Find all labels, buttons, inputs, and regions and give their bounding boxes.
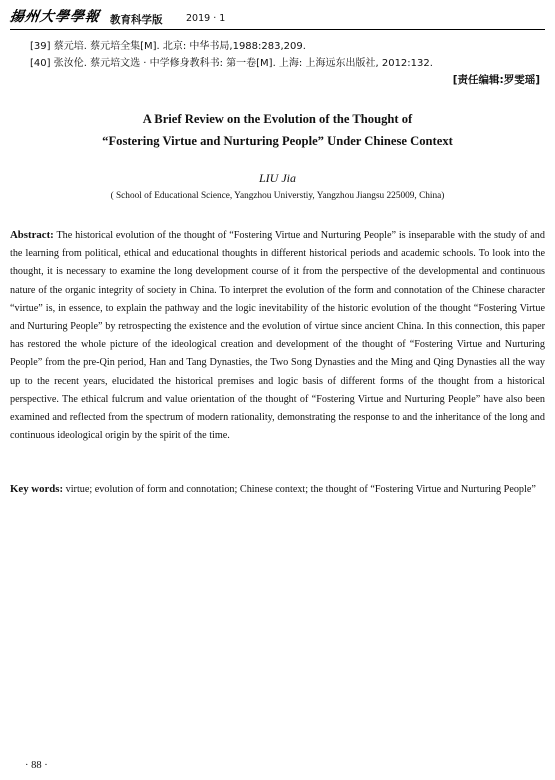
journal-logo: 揚州大學學報 [8, 9, 101, 25]
journal-header [10, 6, 545, 30]
abstract-text: The historical evolution of the thought of “Fostering Virtue and Nurturing People” is inseparable with the study of and the learning from political, ethical and educational thoughts in different historical periods and academic schools. To look into the thought, it is necessary to examine the long development course of it from the perspective of the developmental and continuous nature of the organic integrity of society in China. To interpret the evolution of the form and connotation of the Chinese character “virtue” is, in essence, to explain the pathway and the logic inevitability of the historic evolution of the thought “Fostering Virtue and Nurturing People” by retrospecting the existence and the evolution of virtue since ancient China. In this connection, this paper has restored the whole picture of the ideological creation and development of the thought of “Fostering Virtue and Nurturing People” from the pre-Qin period, Han and Tang Dynasties, the Two Song Dynasties and the Ming and Qing Dynasties all the way up to the recent years, elucidated the historical premises and logic basis of different forms of the thought from a historical perspective. The ethical fulcrum and value orientation of the thought of “Fostering Virtue and Nurturing People” have also been examined and reflected from the spectrum of modern rationality, demonstrating the response to and the inheritance of the long and continuous ideological origin by the spirit of the time. [10, 230, 545, 442]
abstract [10, 226, 545, 445]
reference-item: [40] 张汝伦. 蔡元培文选 · 中学修身教科书: 第一卷[M]. 上海: 上海远东出版社, 2012:132. [30, 58, 433, 69]
paper-title [10, 108, 545, 152]
author-name: LIU Jia [259, 171, 296, 185]
keywords [10, 480, 545, 499]
header-rule [10, 29, 545, 30]
references [30, 38, 545, 72]
keywords-text: virtue; evolution of form and connotation; Chinese context; the thought of “Fostering Virtue and Nurturing People” [65, 484, 536, 495]
title-line-1: A Brief Review on the Evolution of the Thought of [142, 112, 413, 126]
abstract-label: Abstract: [10, 229, 54, 241]
issue-number: 2019 · 1 [186, 13, 226, 24]
reference-item: [39] 蔡元培. 蔡元培全集[M]. 北京: 中华书局,1988:283,209. [30, 41, 306, 52]
keywords-label: Key words: [10, 483, 64, 495]
title-line-2: “Fostering Virtue and Nurturing People” Under Chinese Context [102, 134, 453, 148]
editor-note: [责任编辑:罗雯瑶] [452, 74, 540, 86]
journal-section: 教育科学版 [110, 14, 163, 26]
author-affiliation: ( School of Educational Science, Yangzhou Universtiy, Yangzhou Jiangsu 225009, China) [110, 191, 445, 201]
page-number: · 88 · [25, 760, 48, 771]
